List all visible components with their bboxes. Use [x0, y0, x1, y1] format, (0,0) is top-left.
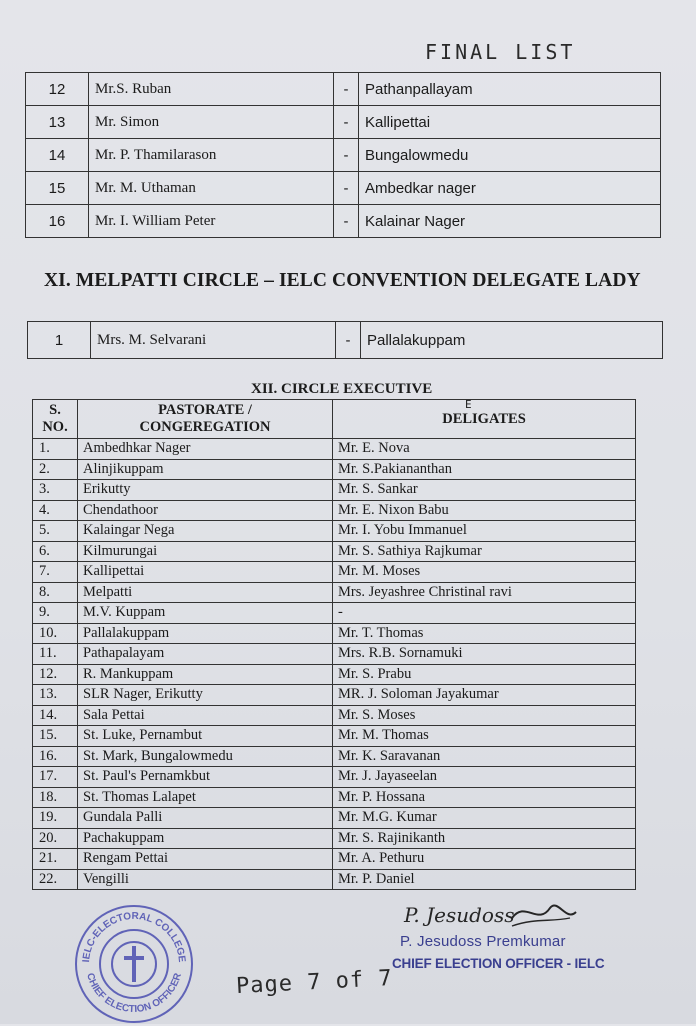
delegate-lady-table — [27, 321, 663, 359]
delegate-name: Mrs. Jeyashree Christinal ravi — [333, 582, 636, 603]
table-row — [33, 767, 636, 788]
table-row — [33, 644, 636, 665]
row-number: 8. — [33, 582, 78, 603]
header-sno-line1: S. — [49, 402, 61, 418]
row-number: 15 — [26, 172, 89, 205]
pastorate-name: M.V. Kuppam — [78, 603, 333, 624]
column-header-sno — [33, 400, 78, 439]
header-delegates-label: DELIGATES — [442, 410, 526, 427]
row-number: 16 — [26, 205, 89, 238]
separator-dash: - — [334, 139, 359, 172]
pastorate-name: Alinjikuppam — [78, 459, 333, 480]
row-number: 2. — [33, 459, 78, 480]
officer-name: P. Jesudoss Premkumar — [400, 933, 566, 950]
table-row — [33, 439, 636, 460]
pastorate-name: St. Paul's Pernamkbut — [78, 767, 333, 788]
table-row — [33, 787, 636, 808]
delegate-name: Mr. M. Moses — [333, 562, 636, 583]
pastorate-name: Pachakuppam — [78, 828, 333, 849]
pastorate-name: Ambedhkar Nager — [78, 439, 333, 460]
pastorate-name: Pathapalayam — [78, 644, 333, 665]
table-row — [26, 172, 661, 205]
table-row — [33, 562, 636, 583]
delegate-name: Mr. Simon — [89, 106, 334, 139]
delegate-name: Mr. S. Sankar — [333, 480, 636, 501]
table-row — [33, 500, 636, 521]
table-row — [33, 582, 636, 603]
pastorate-name: Kallipettai — [78, 562, 333, 583]
delegate-name: Mrs. M. Selvarani — [91, 322, 336, 359]
separator-dash: - — [336, 322, 361, 359]
delegate-name: - — [333, 603, 636, 624]
seal-top-text: IELC-ELECTORAL COLLEGE — [81, 910, 188, 963]
delegate-place: Pallalakuppam — [361, 322, 663, 359]
row-number: 19. — [33, 808, 78, 829]
row-number: 18. — [33, 787, 78, 808]
delegate-name: Mr. T. Thomas — [333, 623, 636, 644]
delegate-table-top — [25, 72, 661, 238]
pastorate-name: St. Luke, Pernambut — [78, 726, 333, 747]
pastorate-name: Erikutty — [78, 480, 333, 501]
table-row — [33, 664, 636, 685]
row-number: 4. — [33, 500, 78, 521]
column-header-pastorate — [78, 400, 333, 439]
header-pastorate-line1: PASTORATE / — [158, 402, 252, 418]
column-header-delegates — [333, 400, 636, 439]
row-number: 11. — [33, 644, 78, 665]
header-pastorate-line2: CONGEREGATION — [139, 419, 271, 435]
delegate-name: Mrs. R.B. Sornamuki — [333, 644, 636, 665]
pastorate-name: St. Thomas Lalapet — [78, 787, 333, 808]
table-row — [33, 541, 636, 562]
table-row — [26, 106, 661, 139]
row-number: 17. — [33, 767, 78, 788]
pastorate-name: Vengilli — [78, 869, 333, 890]
row-number: 7. — [33, 562, 78, 583]
delegate-place: Pathanpallayam — [359, 73, 661, 106]
row-number: 13. — [33, 685, 78, 706]
circle-executive-table — [32, 399, 636, 890]
pastorate-name: Kilmurungai — [78, 541, 333, 562]
table-row — [33, 623, 636, 644]
electoral-college-seal — [72, 902, 196, 1026]
delegate-name: Mr. S. Rajinikanth — [333, 828, 636, 849]
pastorate-name: Rengam Pettai — [78, 849, 333, 870]
delegate-place: Bungalowmedu — [359, 139, 661, 172]
table-row — [33, 808, 636, 829]
table-row — [33, 459, 636, 480]
table-row — [26, 73, 661, 106]
row-number: 20. — [33, 828, 78, 849]
delegate-name: Mr. E. Nixon Babu — [333, 500, 636, 521]
delegate-place: Kalainar Nager — [359, 205, 661, 238]
row-number: 14 — [26, 139, 89, 172]
delegate-name: Mr. E. Nova — [333, 439, 636, 460]
row-number: 1. — [33, 439, 78, 460]
row-number: 12 — [26, 73, 89, 106]
pastorate-name: Sala Pettai — [78, 705, 333, 726]
pastorate-name: Pallalakuppam — [78, 623, 333, 644]
table-row — [33, 746, 636, 767]
separator-dash: - — [334, 172, 359, 205]
row-number: 14. — [33, 705, 78, 726]
table-row — [33, 603, 636, 624]
row-number: 10. — [33, 623, 78, 644]
final-list-note: FINAL LIST — [425, 40, 576, 64]
page-note: Page 7 of 7 — [235, 965, 394, 1000]
table-row — [26, 205, 661, 238]
delegate-name: Mr.S. Ruban — [89, 73, 334, 106]
pastorate-name: SLR Nager, Erikutty — [78, 685, 333, 706]
delegate-place: Ambedkar nager — [359, 172, 661, 205]
row-number: 22. — [33, 869, 78, 890]
delegate-name: Mr. M. Uthaman — [89, 172, 334, 205]
row-number: 3. — [33, 480, 78, 501]
table-row — [33, 726, 636, 747]
delegate-name: Mr. M.G. Kumar — [333, 808, 636, 829]
pastorate-name: R. Mankuppam — [78, 664, 333, 685]
delegate-name: Mr. S.Pakiananthan — [333, 459, 636, 480]
pastorate-name: Melpatti — [78, 582, 333, 603]
cross-icon — [124, 946, 144, 982]
row-number: 6. — [33, 541, 78, 562]
delegate-name: Mr. I. Yobu Immanuel — [333, 521, 636, 542]
delegate-name: Mr. I. William Peter — [89, 205, 334, 238]
row-number: 21. — [33, 849, 78, 870]
delegate-name: Mr. P. Daniel — [333, 869, 636, 890]
pastorate-name: Kalaingar Nega — [78, 521, 333, 542]
row-number: 5. — [33, 521, 78, 542]
section-xii-title: XII. CIRCLE EXECUTIVE — [251, 381, 433, 397]
table-row — [33, 685, 636, 706]
delegate-name: Mr. S. Moses — [333, 705, 636, 726]
row-number: 15. — [33, 726, 78, 747]
seal-bottom-text: CHIEF ELECTION OFFICER — [84, 971, 184, 1016]
row-number: 12. — [33, 664, 78, 685]
table-row — [33, 705, 636, 726]
row-number: 16. — [33, 746, 78, 767]
officer-title: CHIEF ELECTION OFFICER - IELC — [392, 956, 605, 971]
table-row — [33, 480, 636, 501]
separator-dash: - — [334, 106, 359, 139]
row-number: 9. — [33, 603, 78, 624]
delegate-name: Mr. M. Thomas — [333, 726, 636, 747]
separator-dash: - — [334, 205, 359, 238]
officer-signature — [400, 896, 580, 936]
delegate-name: Mr. K. Saravanan — [333, 746, 636, 767]
section-xi-title: XI. MELPATTI CIRCLE – IELC CONVENTION DELEGATE LADY — [44, 270, 641, 291]
table-row — [33, 849, 636, 870]
delegate-name: MR. J. Soloman Jayakumar — [333, 685, 636, 706]
row-number: 1 — [28, 322, 91, 359]
table-header-row — [33, 400, 636, 439]
delegate-name: Mr. S. Sathiya Rajkumar — [333, 541, 636, 562]
header-sno-line2: NO. — [42, 419, 68, 435]
delegate-name: Mr. J. Jayaseelan — [333, 767, 636, 788]
pastorate-name: Chendathoor — [78, 500, 333, 521]
table-row — [26, 139, 661, 172]
pastorate-name: Gundala Palli — [78, 808, 333, 829]
delegate-name: Mr. S. Prabu — [333, 664, 636, 685]
table-row — [33, 828, 636, 849]
delegate-name: Mr. P. Thamilarason — [89, 139, 334, 172]
table-row — [28, 322, 663, 359]
separator-dash: - — [334, 73, 359, 106]
delegate-name: Mr. P. Hossana — [333, 787, 636, 808]
delegate-name: Mr. A. Pethuru — [333, 849, 636, 870]
pastorate-name: St. Mark, Bungalowmedu — [78, 746, 333, 767]
row-number: 13 — [26, 106, 89, 139]
correction-mark: E — [465, 398, 472, 411]
delegate-place: Kallipettai — [359, 106, 661, 139]
table-row — [33, 521, 636, 542]
signature-text: P. Jesudoss — [404, 903, 515, 927]
table-row — [33, 869, 636, 890]
